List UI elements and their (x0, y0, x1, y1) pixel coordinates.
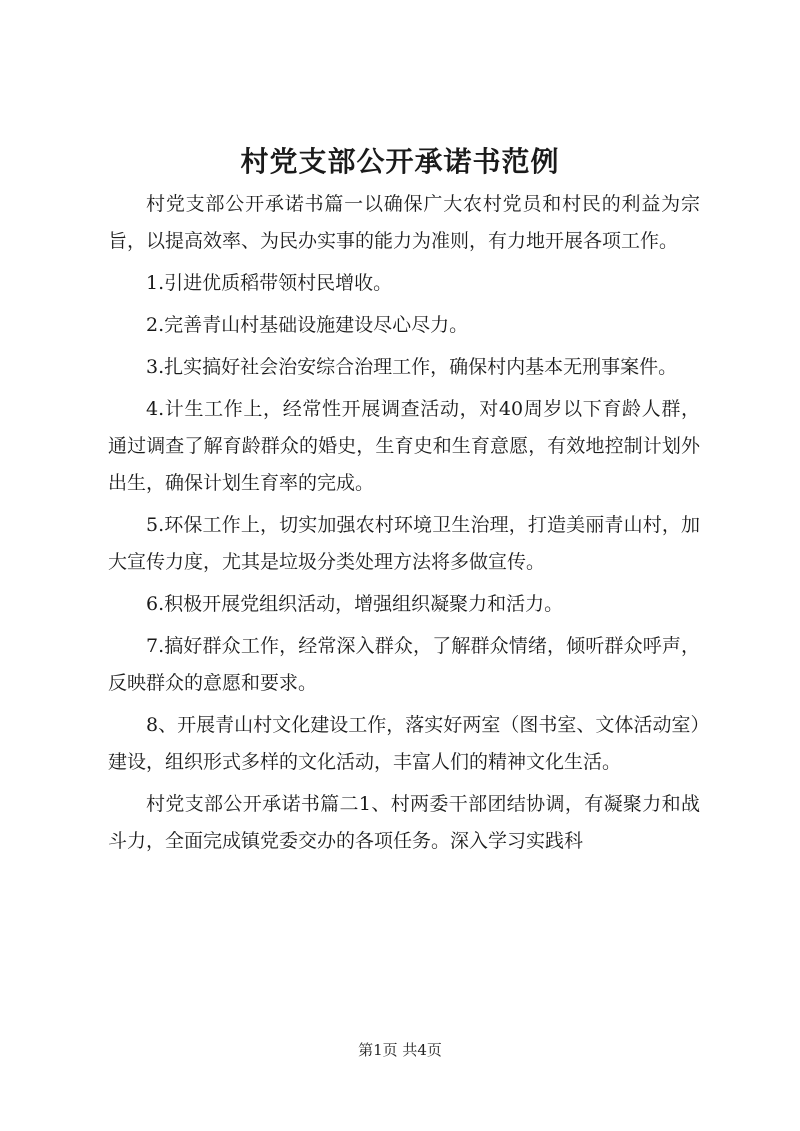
paragraph: 1.引进优质稻带领村民增收。 (146, 272, 393, 294)
paragraph: 7.搞好群众工作，经常深入群众，了解群众情绪，倾听群众呼声，反映群众的意愿和要求。 (108, 635, 700, 694)
paragraph: 3.扎实搞好社会治安综合治理工作，确保村内基本无刑事案件。 (146, 356, 678, 378)
paragraph: 2.完善青山村基础设施建设尽心尽力。 (146, 314, 469, 336)
paragraph: 村党支部公开承诺书篇一以确保广大农村党员和村民的利益为宗旨，以提高效率、为民办实事的能力为准则，有力地开展各项工作。 (108, 193, 700, 252)
paragraph: 8、开展青山村文化建设工作，落实好两室（图书室、文体活动室）建设，组织形式多样的文化活动，丰富人们的精神文化生活。 (108, 714, 700, 773)
paragraph: 5.环保工作上，切实加强农村环境卫生治理，打造美丽青山村，加大宣传力度，尤其是垃圾分类处理方法将多做宣传。 (108, 514, 700, 573)
page-footer: 第1页 共4页 (358, 1041, 442, 1059)
paragraph: 4.计生工作上，经常性开展调查活动，对40周岁以下育龄人群，通过调查了解育龄群众的婚史，生育史和生育意愿，有效地控制计划外出生，确保计划生育率的完成。 (108, 398, 700, 494)
page-title: 村党支部公开承诺书范例 (240, 145, 560, 178)
paragraph: 6.积极开展党组织活动，增强组织凝聚力和活力。 (146, 593, 564, 615)
paragraph: 村党支部公开承诺书篇二1、村两委干部团结协调，有凝聚力和战斗力，全面完成镇党委交办的各项任务。深入学习实践科 (108, 793, 700, 852)
document-body (108, 186, 700, 865)
